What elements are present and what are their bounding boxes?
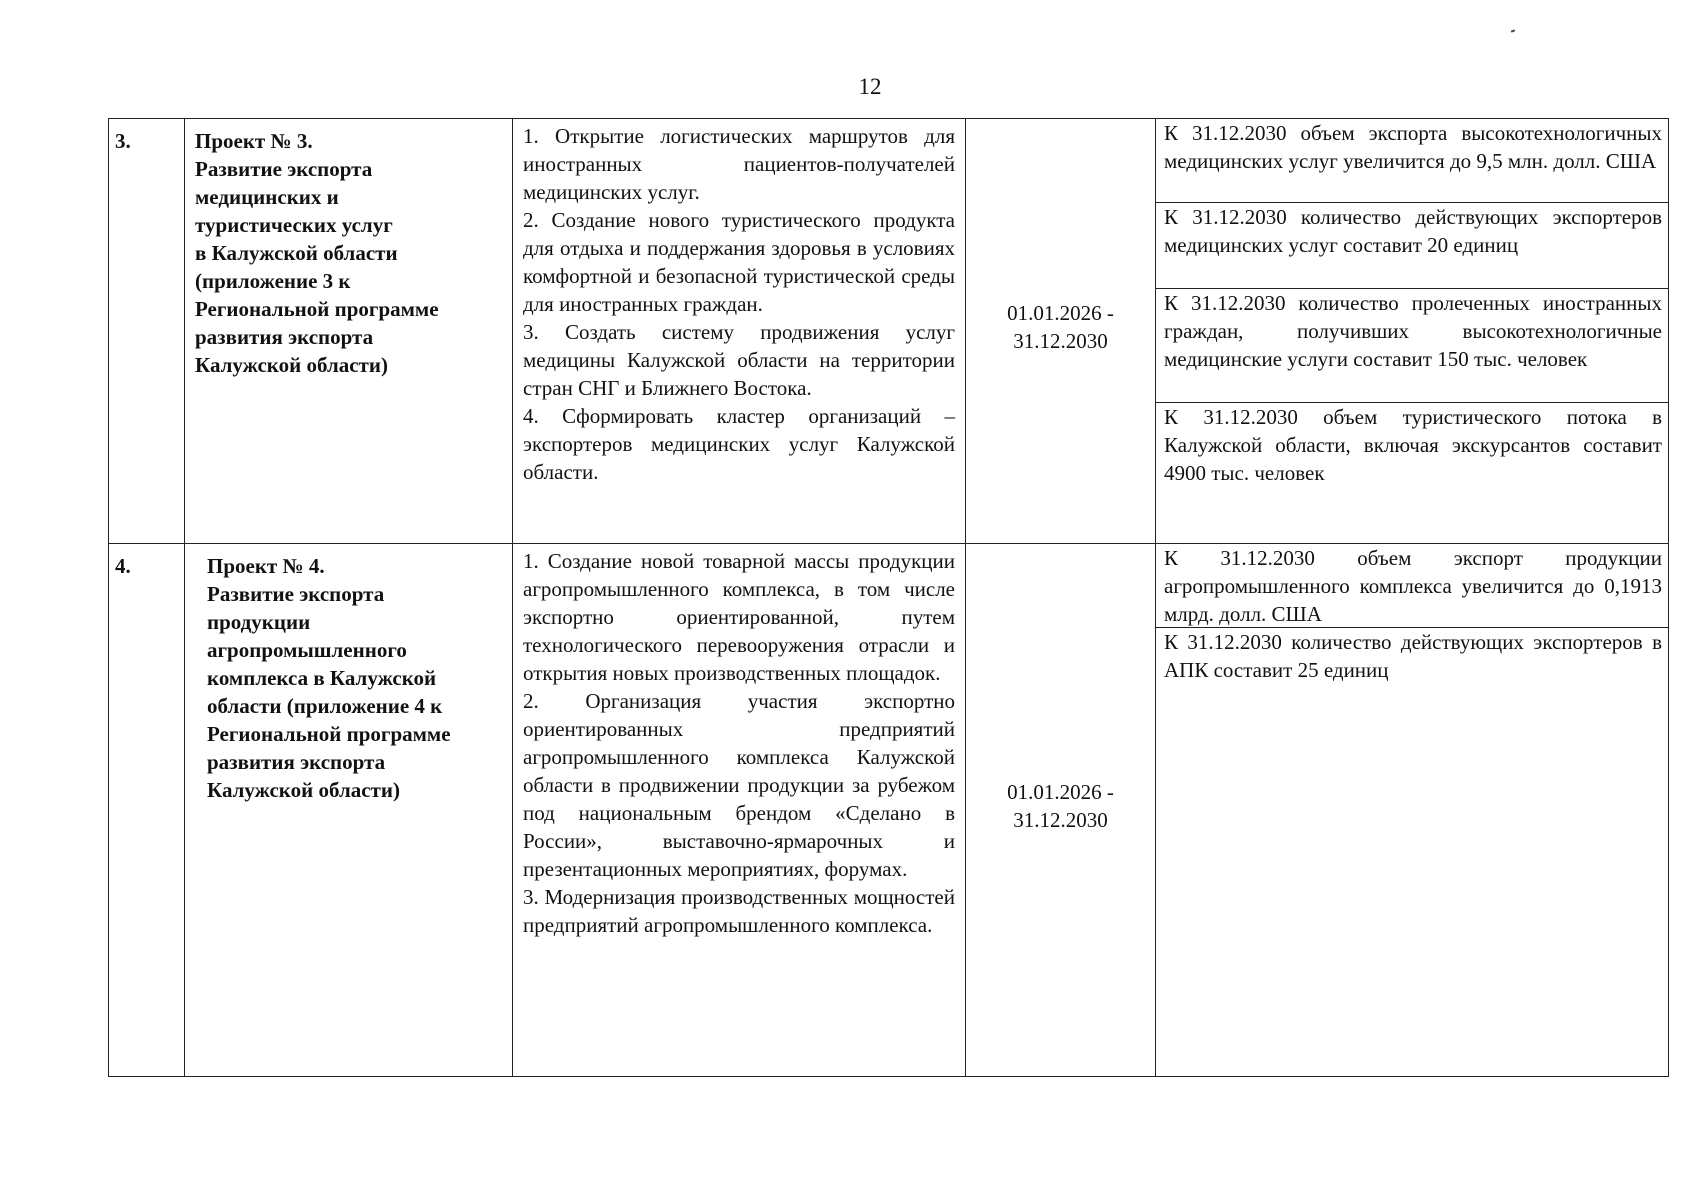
project-line: Проект № 4. xyxy=(207,554,325,578)
period-start: 01.01.2026 - xyxy=(1007,780,1114,804)
implementation-period xyxy=(966,544,1156,1076)
project-line: агропромышленного xyxy=(207,638,407,662)
table-row-4 xyxy=(108,543,1669,1077)
project-line: продукции xyxy=(207,610,311,634)
result-item: К 31.12.2030 объем экспорт продукции агропромышленного комплекса увеличится до 0,1913 млрд. долл. США xyxy=(1156,544,1668,628)
task-item: 1. Создание новой товарной массы продукции агропромышленного комплекса, в том числе экспортно ориентированной, путем технологического перевооружения отрасли и открытия новых производственных площадок. xyxy=(523,549,955,685)
result-item: К 31.12.2030 объем туристического потока в Калужской области, включая экскурсантов составит 4900 тыс. человек xyxy=(1164,405,1662,485)
result-item: К 31.12.2030 количество действующих экспортеров в АПК составит 25 единиц xyxy=(1164,630,1662,682)
project-line: Региональной программе xyxy=(195,297,439,321)
project-tasks xyxy=(513,119,966,543)
project-line: Развитие экспорта xyxy=(207,582,385,606)
project-title xyxy=(185,544,513,1076)
table-row-3 xyxy=(108,118,1669,544)
project-line: Калужской области) xyxy=(195,353,388,377)
period-end: 31.12.2030 xyxy=(1013,808,1108,832)
period-end: 31.12.2030 xyxy=(1013,329,1108,353)
row-number: 3. xyxy=(109,119,185,543)
project-line: развития экспорта xyxy=(195,325,374,349)
project-line: области (приложение 4 к xyxy=(207,694,443,718)
result-item: К 31.12.2030 объем экспорта высокотехнологичных медицинских услуг увеличится до 9,5 млн. долл. США xyxy=(1156,119,1668,203)
implementation-period xyxy=(966,119,1156,543)
page-number: 12 xyxy=(858,74,882,99)
expected-results xyxy=(1156,544,1668,1076)
task-item: 2. Организация участия экспортно ориентированных предприятий агропромышленного комплекса Калужской области в продвижении продукции за рубежом под национальным брендом «Сделано в России», выставочно-ярмарочных и презентационных мероприятиях, форумах. xyxy=(523,689,955,881)
task-item: 2. Создание нового туристического продукта для отдыха и поддержания здоровья в условиях комфортной и безопасной туристической среды для иностранных граждан. xyxy=(523,208,955,316)
project-line: в Калужской области xyxy=(195,241,398,265)
project-title xyxy=(185,119,513,543)
project-line: Калужской области) xyxy=(207,778,400,802)
project-line: Региональной программе xyxy=(207,722,451,746)
expected-results xyxy=(1156,119,1668,543)
task-item: 1. Открытие логистических маршрутов для иностранных пациентов-получателей медицинских услуг. xyxy=(523,124,955,204)
result-item: К 31.12.2030 количество пролеченных иностранных граждан, получивших высокотехнологичные медицинские услуги составит 150 тыс. человек xyxy=(1156,289,1668,403)
project-line: Развитие экспорта xyxy=(195,157,373,181)
task-item: 3. Модернизация производственных мощностей предприятий агропромышленного комплекса. xyxy=(523,885,955,937)
project-line: развития экспорта xyxy=(207,750,386,774)
project-line: (приложение 3 к xyxy=(195,269,351,293)
project-line: туристических услуг xyxy=(195,213,393,237)
row-number: 4. xyxy=(109,544,185,1076)
result-item: К 31.12.2030 количество действующих экспортеров медицинских услуг составит 20 единиц xyxy=(1156,203,1668,289)
task-item: 4. Сформировать кластер организаций – экспортеров медицинских услуг Калужской области. xyxy=(523,404,955,484)
task-item: 3. Создать систему продвижения услуг медицины Калужской области на территории стран СНГ и Ближнего Востока. xyxy=(523,320,955,400)
project-tasks xyxy=(513,544,966,1076)
project-line: комплекса в Калужской xyxy=(207,666,437,690)
project-line: медицинских и xyxy=(195,185,339,209)
scan-speck xyxy=(1511,29,1515,32)
period-start: 01.01.2026 - xyxy=(1007,301,1114,325)
project-line: Проект № 3. xyxy=(195,129,313,153)
